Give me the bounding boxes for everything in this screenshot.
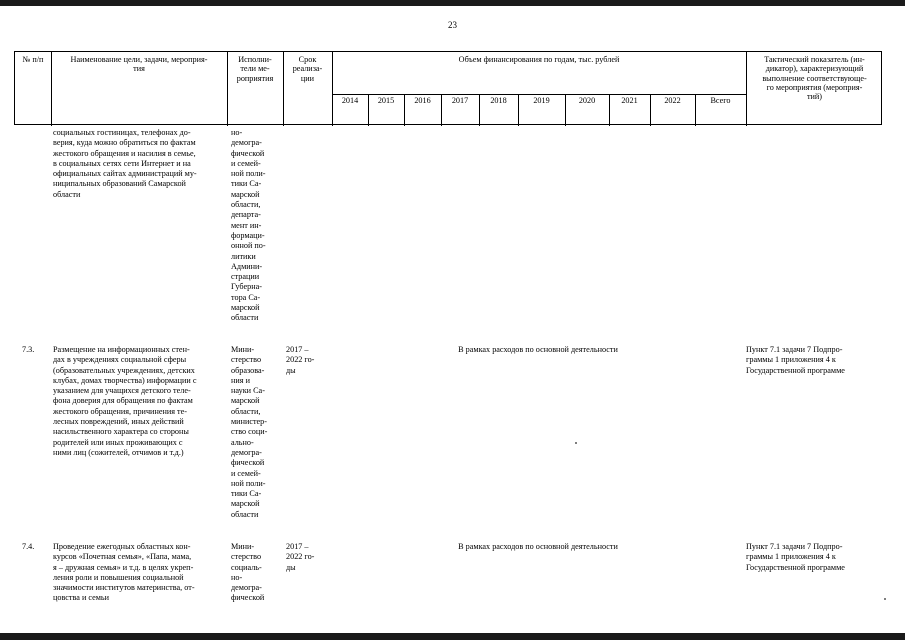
scan-top-border: [0, 0, 905, 6]
year-2022: 2022: [664, 96, 681, 105]
table-header: [14, 51, 882, 125]
header-col-funding: Объем финансирования по годам, тыс. рублей: [458, 55, 620, 64]
year-2017: 2017: [451, 96, 469, 105]
scan-bottom-border: [0, 633, 905, 640]
year-2021: 2021: [621, 96, 638, 105]
header-col-indicator: Тактический показатель (ин- дикатор), характеризующий выполнение соответствующе- го мероприятия (мероприя- тий): [762, 55, 867, 102]
year-2019: 2019: [533, 96, 550, 105]
row-7-3-number: 7.3.: [22, 345, 35, 354]
row-7-4-executors: Мини- стерство социаль- но- демогра- фической: [231, 542, 265, 603]
row-7-4-name: Проведение ежегодных областных кон- курсов «Почетная семья», «Папа, мама, я – дружная семья» и т.д. в целях укреп- ления роли и повышения социальной значимости институтов материнства, от- цовства и семьи: [53, 542, 195, 603]
year-2015: 2015: [377, 96, 395, 105]
year-2016: 2016: [414, 96, 431, 105]
continuation-executors: но- демогра- фической и семей- ной поли- тики Са- марской области, департа- мент ин- формаци- онной по- литики Админи- страции Губерна- тора Са- марской области: [231, 128, 266, 323]
row-7-4-indicator: Пункт 7.1 задачи 7 Подпро- граммы 1 приложения 4 к Государственной программе: [746, 542, 845, 572]
header-col-name: Наименование цели, задачи, мероприя- тия: [70, 55, 208, 74]
header-col-term: Срок реализа- ции: [292, 55, 323, 83]
row-7-3-indicator: Пункт 7.1 задачи 7 Подпро- граммы 1 приложения 4 к Государственной программе: [746, 345, 845, 375]
continuation-name: социальных гостиницах, телефонах до- верия, куда можно обратиться по фактам жестокого обращения и насилия в семье, в социальных сетях сети Интернет и на официальных сайтах администраций му- ниципальных образований Самарской области: [53, 128, 197, 199]
row-7-3-funding: В рамках расходов по основной деятельности: [458, 345, 618, 354]
year-total: Всего: [710, 96, 731, 105]
row-7-3-executors: Мини- стерство образова- ния и науки Са- марской области, министер- ство соци- ально- демогра- фической и семей- ной поли- тики Са- марской области: [231, 345, 268, 519]
year-2014: 2014: [341, 96, 359, 105]
row-7-4-funding: В рамках расходов по основной деятельности: [458, 542, 618, 551]
year-2018: 2018: [490, 96, 507, 105]
row-7-3-name: Размещение на информационных стен- дах в учреждениях социальной сферы (образовательных учреждениях, детских клубах, домах творчества) информации с указанием для учащихся детского теле- фона доверия для обращения по фактам жестокого обращения, причинения те- лесных повреждений, иных действий насильственного характера со стороны родителей или иных проживающих с ними лиц (сожителей, отчимов и т.д.): [53, 345, 197, 457]
header-col-number: № п/п: [22, 55, 44, 64]
year-2020: 2020: [578, 96, 596, 105]
row-7-4-term: 2017 – 2022 го- ды: [286, 542, 315, 572]
row-7-4-number: 7.4.: [22, 542, 35, 551]
scan-speck: [884, 598, 886, 600]
scan-speck: [575, 442, 577, 444]
page-number: 23: [448, 20, 457, 30]
header-col-executors: Исполни- тели ме- роприятия: [236, 55, 274, 83]
row-7-3-term: 2017 – 2022 го- ды: [286, 345, 315, 375]
